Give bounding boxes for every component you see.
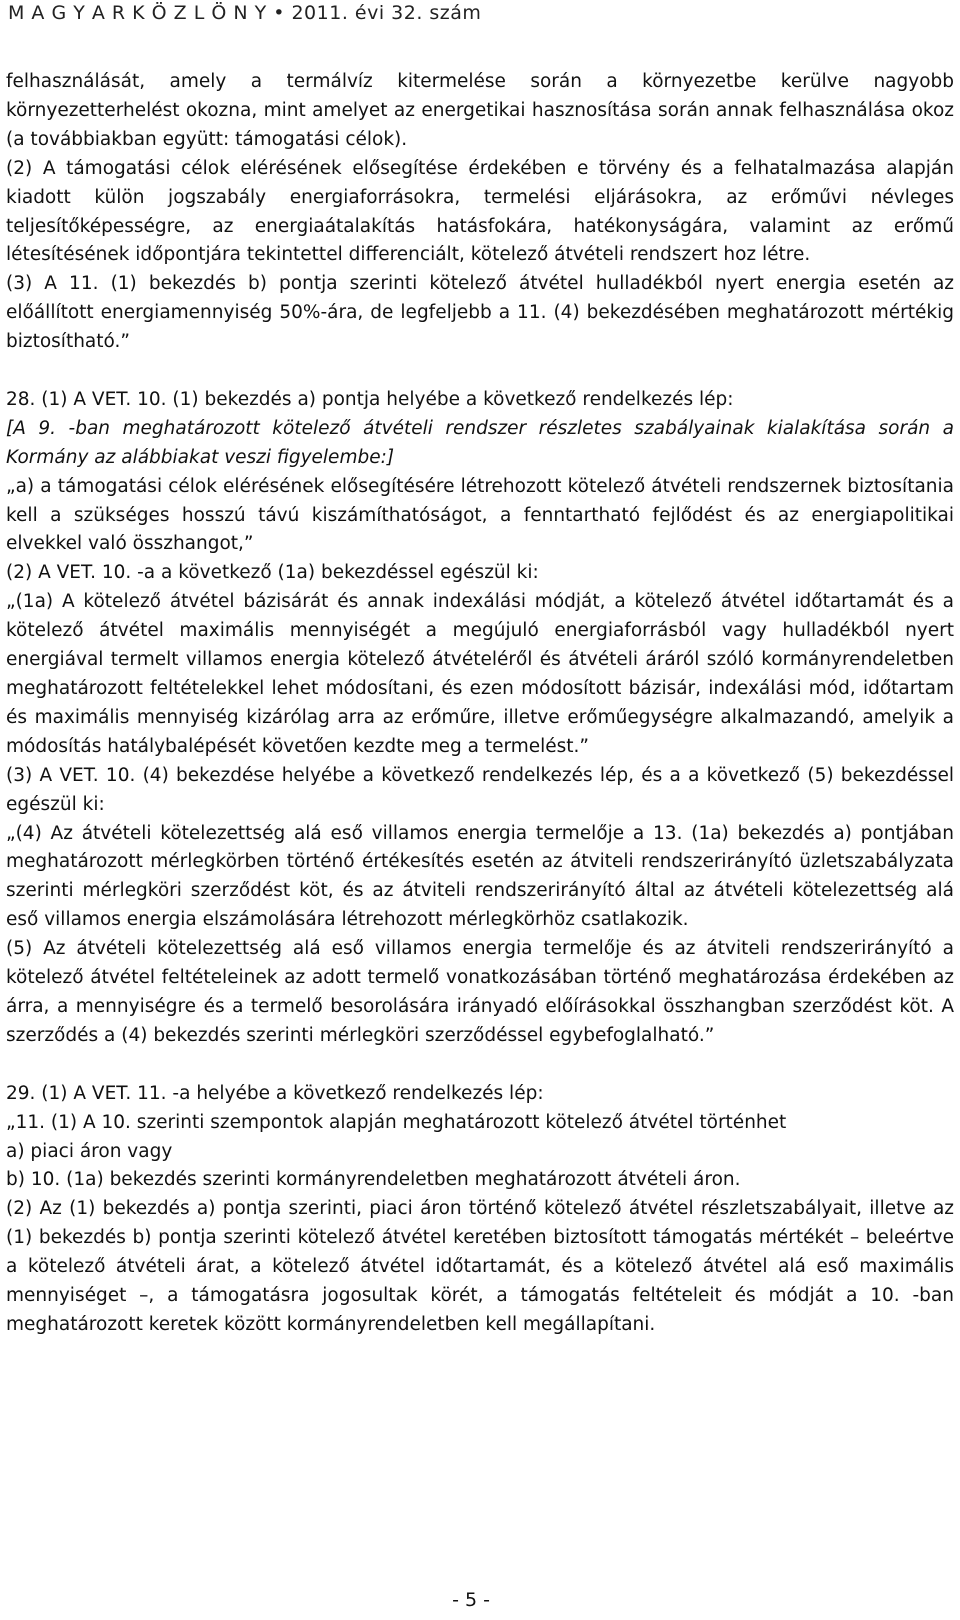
paragraph: (2) A támogatási célok elérésének elősegítése érdekében e törvény és a felhatalmazása alapján kiadott külön jogszabály energiaforrásokra, termelési eljárásokra, az erőművi névleges teljesítőképességre, az energiaátalakítás hatásfokára, hatékonyságára, valamint az erőmű létesítésének időpontjára tekintettel differenciált, kötelező átvételi rendszert hoz létre. bbox=[6, 157, 954, 266]
paragraph: „11. (1) A 10. szerinti szempontok alapján meghatározott kötelező átvétel történhet bbox=[6, 1111, 787, 1133]
paragraph: a) piaci áron vagy bbox=[6, 1140, 173, 1162]
paragraph: „(1a) A kötelező átvétel bázisárát és annak indexálási módját, a kötelező átvétel időtartamát és a kötelező átvétel maximális mennyiségét a megújuló energiaforrásból vagy hulladékból nyert energiával termelt villamos energia kötelező átvételéről és átvételi áráról szóló kormányrendeletben meghatározott feltételekkel lehet módosítani, és ezen módosított bázisár, indexálási mód, időtartam és maximális mennyiség kizárólag arra az erőműre, illetve erőműegységre alkalmazandó, amelyik a módosítás hatálybalépését követően kezdte meg a termelést.” bbox=[6, 591, 954, 757]
paragraph: (2) A VET. 10. -a a következő (1a) bekezdéssel egészül ki: bbox=[6, 562, 539, 584]
section-heading-29: 29. (1) A VET. 11. -a helyébe a következő rendelkezés lép: bbox=[6, 1082, 544, 1104]
paragraph: b) 10. (1a) bekezdés szerinti kormányrendeletben meghatározott átvételi áron. bbox=[6, 1169, 741, 1191]
paragraph-italic: [A 9. -ban meghatározott kötelező átvételi rendszer részletes szabályainak kialakítása során a Kormány az alábbiakat veszi figyelembe:] bbox=[6, 417, 954, 468]
document-body bbox=[6, 68, 954, 1340]
page-footer bbox=[0, 1588, 960, 1612]
paragraph: (5) Az átvételi kötelezettség alá eső villamos energia termelője és az átviteli rendszerirányító a kötelező átvétel feltételeinek az adott termelő vonatkozásában történő meghatározása érdekében az árra, a mennyiségre és a termelő besorolására irányadó előírásokkal összhangban szerződést köt. A szerződés a (4) bekezdés szerinti mérlegköri szerződéssel egybefoglalható.” bbox=[6, 938, 954, 1046]
running-header: M A G Y A R K Ö Z L Ö N Y • 2011. évi 32. szám bbox=[8, 2, 482, 24]
page-number: - 5 - bbox=[452, 1589, 490, 1611]
paragraph: (2) Az (1) bekezdés a) pontja szerinti, piaci áron történő kötelező átvétel részletszabályait, illetve az (1) bekezdés b) pontja szerinti kötelező átvétel keretében biztosított támogatás mértékét – beleértve a kötelező átvételi árat, a kötelező átvétel időtartamát, és a kötelező átvétel alá eső maximális mennyiséget –, a támogatásra jogosultak körét, a támogatás feltételeit és módját a 10. -ban meghatározott keretek között kormányrendeletben kell megállapítani. bbox=[6, 1198, 954, 1335]
paragraph: „a) a támogatási célok elérésének elősegítésére létrehozott kötelező átvételi rendszernek biztosítania kell a szükséges hosszú távú kiszámíthatóságot, a fenntartható fejlődést és az energiapolitikai elvekkel való összhangot,” bbox=[6, 475, 954, 555]
paragraph: (3) A VET. 10. (4) bekezdése helyébe a következő rendelkezés lép, és a a következő (5) bekezdéssel egészül ki: bbox=[6, 764, 954, 815]
section-heading-28: 28. (1) A VET. 10. (1) bekezdés a) pontja helyébe a következő rendelkezés lép: bbox=[6, 388, 734, 410]
paragraph: „(4) Az átvételi kötelezettség alá eső villamos energia termelője a 13. (1a) bekezdés a) pontjában meghatározott mérlegkörben történő értékesítés esetén az átviteli rendszerirányító üzletszabályzata szerinti mérlegköri szerződést köt, és az átviteli rendszerirányító által az átvételi kötelezettség alá eső villamos energia elszámolására létrehozott mérlegkörhöz csatlakozik. bbox=[6, 822, 954, 931]
paragraph: felhasználását, amely a termálvíz kitermelése során a környezetbe kerülve nagyobb környezetterhelést okozna, mint amelyet az energetikai hasznosítása során annak felhasználása okoz (a továbbiakban együtt: támogatási célok). bbox=[6, 71, 954, 150]
paragraph: (3) A 11. (1) bekezdés b) pontja szerinti kötelező átvétel hulladékból nyert energia esetén az előállított energiamennyiség 50%-ára, de legfeljebb a 11. (4) bekezdésében meghatározott mértékig biztosítható.” bbox=[6, 273, 954, 353]
